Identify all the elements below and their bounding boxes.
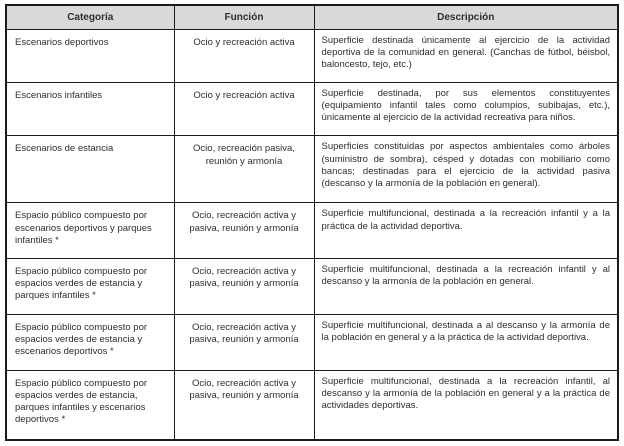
table-header <box>6 5 618 29</box>
categoria-cell: Escenarios de estancia <box>6 136 174 203</box>
column-header-descripcion: Descripción <box>314 5 618 29</box>
funcion-cell: Ocio, recreación activa y pasiva, reunión y armonía <box>174 314 314 370</box>
funcion-cell: Ocio, recreación activa y pasiva, reunión y armonía <box>174 203 314 259</box>
descripcion-cell: Superficies constituidas por aspectos ambientales como árboles (suministro de sombra), césped y dotadas con mobiliario como bancas; destinadas para el ejercicio de la actividad pasiva (descanso y la armonía de la población en general). <box>314 136 618 203</box>
descripcion-cell: Superficie multifuncional, destinada a al descanso y la armonía de la población en general y a la práctica de la actividad deportiva. <box>314 314 618 370</box>
descripcion-cell: Superficie multifuncional, destinada a la recreación infantil, al descanso y la armonía de la población en general y a la práctica de actividades deportivas. <box>314 370 618 440</box>
categoria-cell: Espacio público compuesto por escenarios deportivos y parques infantiles * <box>6 203 174 259</box>
funcion-cell: Ocio, recreación activa y pasiva, reunión y armonía <box>174 370 314 440</box>
funcion-cell: Ocio y recreación activa <box>174 82 314 135</box>
descripcion-cell: Superficie destinada, por sus elementos constituyentes (equipamiento infantil tales como columpios, subibajas, etc.), únicamente al ejercicio de la actividad recreativa para niños. <box>314 82 618 135</box>
header-row <box>6 5 618 29</box>
categoria-cell: Espacio público compuesto por espacios verdes de estancia y escenarios deportivos * <box>6 314 174 370</box>
table-row <box>6 82 618 135</box>
descripcion-cell: Superficie multifuncional, destinada a la recreación infantil y a la práctica de la actividad deportiva. <box>314 203 618 259</box>
table-row <box>6 29 618 82</box>
column-header-funcion: Función <box>174 5 314 29</box>
descripcion-cell: Superficie destinada únicamente al ejercicio de la actividad deportiva de la comunidad en general. (Canchas de fútbol, béisbol, baloncesto, tejo, etc.) <box>314 29 618 82</box>
table-row <box>6 370 618 440</box>
table-row <box>6 203 618 259</box>
table-row <box>6 259 618 315</box>
categoria-cell: Escenarios infantiles <box>6 82 174 135</box>
column-header-categoria: Categoría <box>6 5 174 29</box>
categoria-cell: Espacio público compuesto por espacios verdes de estancia y parques infantiles * <box>6 259 174 315</box>
funcion-cell: Ocio y recreación activa <box>174 29 314 82</box>
categoria-cell: Espacio público compuesto por espacios verdes de estancia, parques infantiles y escenarios deportivos * <box>6 370 174 440</box>
table-body <box>6 29 618 440</box>
table-row <box>6 136 618 203</box>
funcion-cell: Ocio, recreación pasiva, reunión y armonía <box>174 136 314 203</box>
funcion-cell: Ocio, recreación activa y pasiva, reunión y armonía <box>174 259 314 315</box>
descripcion-cell: Superficie multifuncional, destinada a la recreación infantil y al descanso y la armonía de la población en general. <box>314 259 618 315</box>
table-row <box>6 314 618 370</box>
categoria-cell: Escenarios deportivos <box>6 29 174 82</box>
public-space-categories-table <box>5 4 619 441</box>
